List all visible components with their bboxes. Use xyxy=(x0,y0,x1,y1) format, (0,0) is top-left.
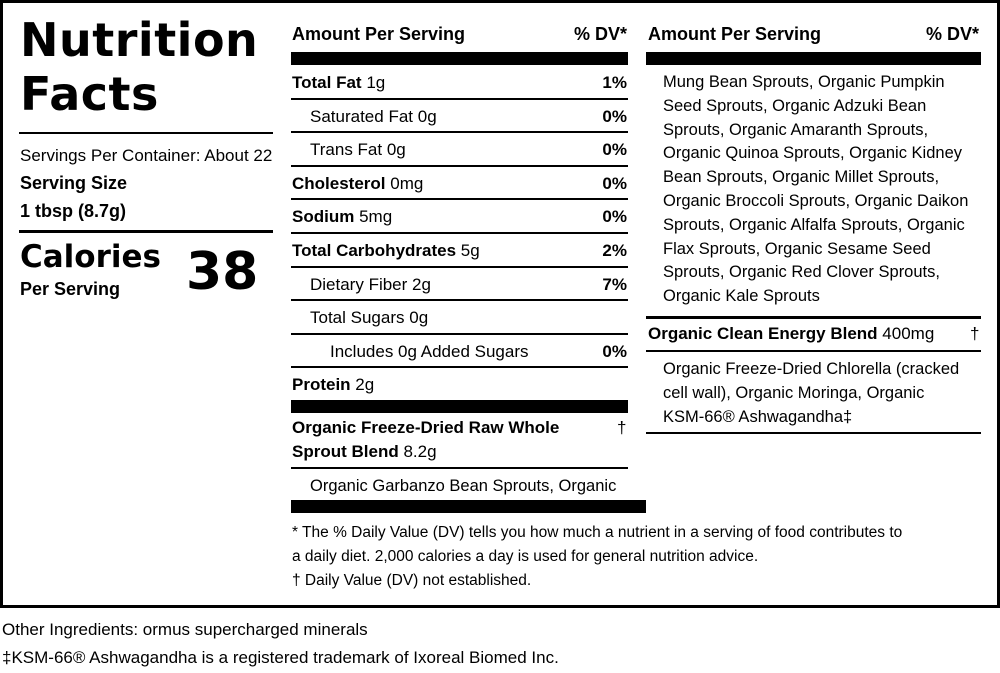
nutrient-row xyxy=(310,275,431,295)
nutrient-row xyxy=(292,73,385,93)
calories-per-serving: Per Serving xyxy=(20,279,121,299)
ingredient-line: Sprouts, Organic Amaranth Sprouts, xyxy=(663,120,929,139)
nutrient-name: Trans Fat xyxy=(310,140,383,160)
divider xyxy=(291,467,628,469)
nutrient-name: Sodium xyxy=(292,207,355,227)
col1-dv-header: % DV* xyxy=(573,24,627,44)
blend1-name-line2: Sprout Blend 8.2g xyxy=(292,442,437,461)
divider xyxy=(291,232,628,234)
ingredient-line: Organic Freeze-Dried Chlorella (cracked xyxy=(663,360,960,378)
divider xyxy=(646,316,981,319)
calories-label: Calories xyxy=(20,239,161,275)
trademark-note: ‡KSM-66® Ashwagandha is a registered trademark of Ixoreal Biomed Inc. xyxy=(2,648,559,667)
thick-divider xyxy=(291,52,628,65)
nutrient-dv: 0% xyxy=(602,140,627,160)
ingredient-line: Sprouts, Organic Alfalfa Sprouts, Organic xyxy=(663,215,965,234)
nutrient-dv: 0% xyxy=(602,207,627,227)
nutrient-dv: 7% xyxy=(602,274,627,294)
blend2-name: Organic Clean Energy Blend xyxy=(648,324,878,343)
nutrient-amount: 0g xyxy=(409,308,429,328)
nutrient-row xyxy=(292,174,423,194)
blend2-row xyxy=(648,324,934,344)
thick-divider xyxy=(291,400,628,413)
calories-value: 38 xyxy=(186,242,259,302)
nutrient-amount: 2g xyxy=(412,274,431,294)
divider xyxy=(646,350,981,352)
nutrient-dv: 0% xyxy=(602,173,627,193)
nutrient-amount: 1g xyxy=(366,73,386,92)
nutrient-amount: 0mg xyxy=(390,173,424,193)
nutrient-amount: 5mg xyxy=(359,207,393,227)
nutrient-dv: 1% xyxy=(602,73,627,92)
nutrient-name: Dietary Fiber xyxy=(310,274,408,294)
blend1-ingredients-start: Organic Garbanzo Bean Sprouts, Organic xyxy=(310,477,617,495)
blend1-name: Organic Freeze-Dried Raw Whole xyxy=(292,418,560,437)
title-line2: Facts xyxy=(20,67,159,121)
ingredient-line: Flax Sprouts, Organic Sesame Seed xyxy=(663,239,931,258)
blend1-dagger: † xyxy=(617,418,627,437)
nutrient-dv: 2% xyxy=(602,241,627,260)
nutrient-row xyxy=(310,308,428,328)
footnote-dv-cont: a daily diet. 2,000 calories a day is used for general nutrition advice. xyxy=(292,548,759,565)
ingredient-line: Bean Sprouts, Organic Millet Sprouts, xyxy=(663,168,940,187)
nutrient-row xyxy=(310,107,437,127)
nutrient-row xyxy=(292,241,480,261)
blend2-amount: 400mg xyxy=(882,324,935,343)
ingredient-line: Organic Broccoli Sprouts, Organic Daikon xyxy=(663,192,969,210)
nutrient-row xyxy=(292,375,374,395)
serving-size-label: Serving Size xyxy=(20,173,128,193)
nutrient-amount: 0g xyxy=(386,140,406,160)
ingredient-line: KSM-66® Ashwagandha‡ xyxy=(663,407,853,426)
nutrient-row xyxy=(330,342,528,362)
ingredient-line: Sprouts, Organic Red Clover Sprouts, xyxy=(663,263,940,282)
divider xyxy=(291,266,628,268)
nutrient-name: Includes 0g Added Sugars xyxy=(330,341,529,361)
nutrient-row xyxy=(292,207,392,227)
divider xyxy=(291,366,628,368)
title-line1: Nutrition xyxy=(20,13,259,67)
ingredient-line: Mung Bean Sprouts, Organic Pumpkin xyxy=(663,73,945,91)
thick-divider xyxy=(646,52,981,65)
nutrient-dv: 0% xyxy=(602,341,627,361)
divider xyxy=(291,198,628,200)
divider xyxy=(646,432,981,434)
nutrient-name: Protein xyxy=(292,375,351,395)
ingredient-line: Organic Kale Sprouts xyxy=(663,287,820,306)
nutrient-name: Cholesterol xyxy=(292,173,386,193)
divider xyxy=(291,165,628,167)
ingredient-line: cell wall), Organic Moringa, Organic xyxy=(663,383,925,402)
nutrient-amount: 2g xyxy=(355,375,375,395)
divider xyxy=(291,131,628,133)
col2-amount-header: Amount Per Serving xyxy=(648,24,822,44)
nutrient-amount: 5g xyxy=(460,241,480,260)
nutrient-dv: 0% xyxy=(602,106,627,126)
nutrient-name: Total Carbohydrates xyxy=(292,241,457,260)
divider xyxy=(19,230,273,233)
ingredient-line: Seed Sprouts, Organic Adzuki Bean xyxy=(663,96,927,115)
nutrient-row xyxy=(310,140,406,160)
blend1-amount: 8.2g xyxy=(403,442,437,461)
footnote-dv: * The % Daily Value (DV) tells you how much a nutrient in a serving of food contributes to xyxy=(292,524,903,541)
servings-per-container: Servings Per Container: About 22 xyxy=(20,146,273,165)
divider xyxy=(291,333,628,335)
col1-amount-header: Amount Per Serving xyxy=(292,24,466,44)
nutrient-name: Total Fat xyxy=(292,73,362,92)
nutrient-amount: 0g xyxy=(417,106,437,126)
footnote-dagger: † Daily Value (DV) not established. xyxy=(292,572,532,589)
nutrient-name: Saturated Fat xyxy=(310,106,414,126)
thick-divider xyxy=(291,500,646,513)
nutrient-name: Total Sugars xyxy=(310,308,405,328)
serving-size-value: 1 tbsp (8.7g) xyxy=(20,201,127,221)
ingredient-line: Organic Quinoa Sprouts, Organic Kidney xyxy=(663,144,962,163)
other-ingredients: Other Ingredients: ormus supercharged minerals xyxy=(2,620,368,639)
blend2-dagger: † xyxy=(970,324,980,343)
divider xyxy=(291,299,628,301)
divider xyxy=(19,132,273,134)
col2-dv-header: % DV* xyxy=(925,24,979,44)
divider xyxy=(291,98,628,100)
